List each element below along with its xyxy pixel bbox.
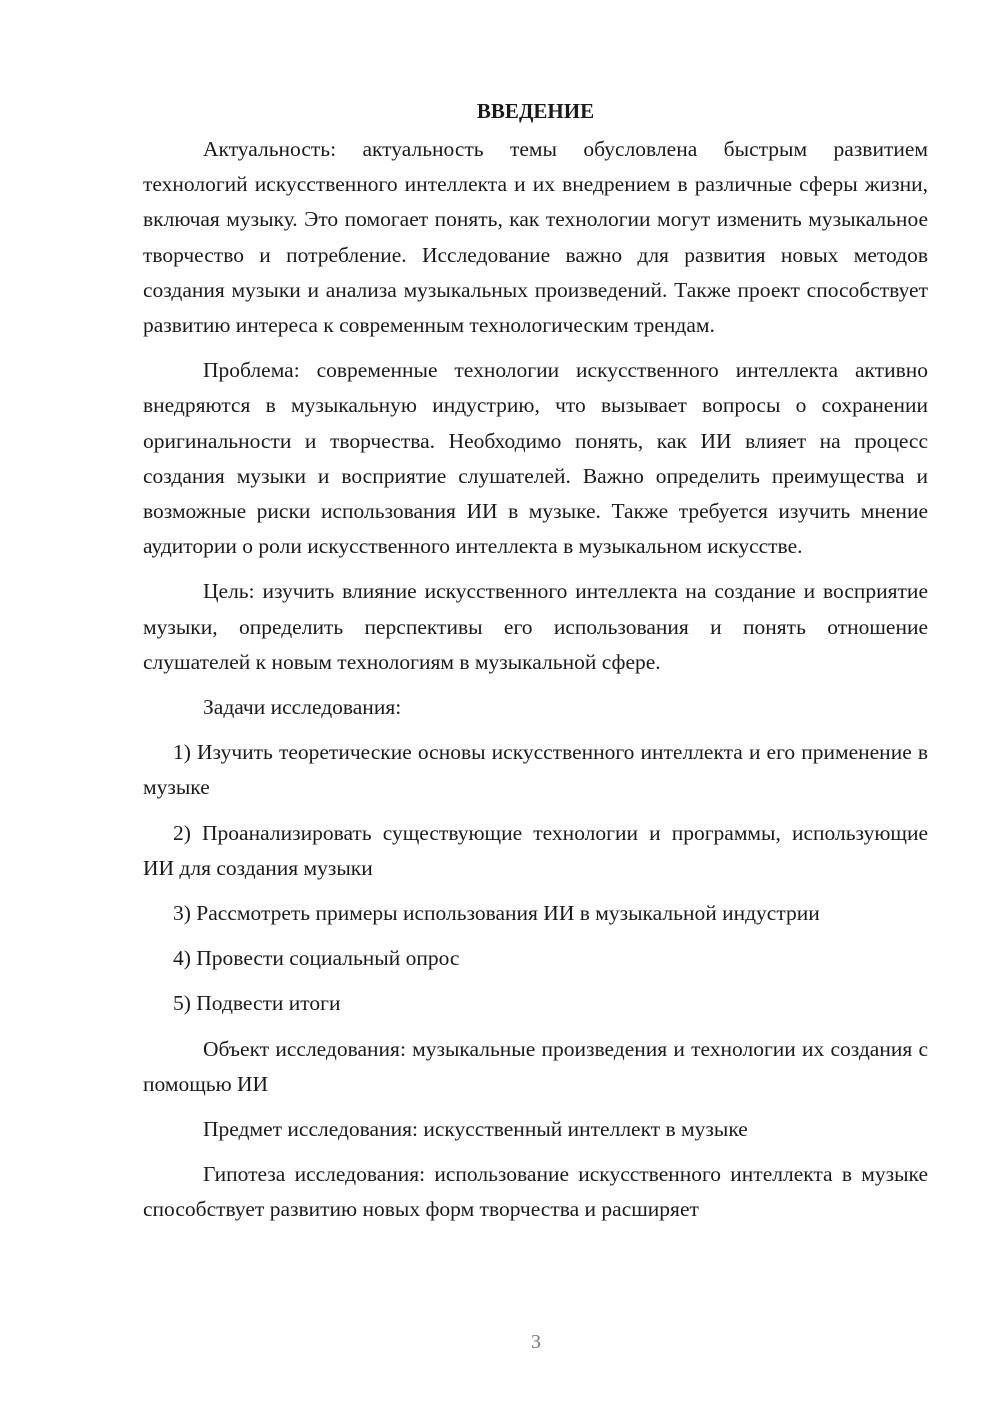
task-item: 2) Проанализировать существующие технологии и программы, использующие ИИ для создания музыки xyxy=(143,820,928,880)
section-title: ВВЕДЕНИЕ xyxy=(476,99,595,123)
tasks-heading: Задачи исследования: xyxy=(203,695,402,720)
task-item: 5) Подвести итоги xyxy=(173,991,341,1016)
task-item: 1) Изучить теоретические основы искусственного интеллекта и его применение в музыке xyxy=(143,740,928,800)
task-item: 4) Провести социальный опрос xyxy=(173,946,460,971)
relevance-paragraph: Актуальность: актуальность темы обусловлена быстрым развитием технологий искусственного интеллекта и их внедрением в различные сферы жизни, включая музыку. Это помогает понять, как технологии могут изменить музыкальное творчество и потребление. Исследование важно для развития новых методов создания музыки и анализа музыкальных произведений. Также проект способствует развитию интереса к современным технологическим трендам. xyxy=(143,137,928,338)
problem-paragraph: Проблема: современные технологии искусственного интеллекта активно внедряются в музыкальную индустрию, что вызывает вопросы о сохранении оригинальности и творчества. Необходимо понять, как ИИ влияет на процесс создания музыки и восприятие слушателей. Важно определить преимущества и возможные риски использования ИИ в музыке. Также требуется изучить мнение аудитории о роли искусственного интеллекта в музыкальном искусстве. xyxy=(143,358,928,559)
page-content xyxy=(143,96,928,1238)
subject-paragraph: Предмет исследования: искусственный интеллект в музыке xyxy=(203,1117,748,1142)
object-paragraph: Объект исследования: музыкальные произведения и технологии их создания с помощью ИИ xyxy=(143,1036,928,1096)
goal-paragraph: Цель: изучить влияние искусственного интеллекта на создание и восприятие музыки, определить перспективы его использования и понять отношение слушателей к новым технологиям в музыкальной сфере. xyxy=(143,579,928,674)
hypothesis-paragraph: Гипотеза исследования: использование искусственного интеллекта в музыке способствует развитию новых форм творчества и расширяет xyxy=(143,1162,928,1222)
page-number: 3 xyxy=(531,1331,541,1353)
task-item: 3) Рассмотреть примеры использования ИИ в музыкальной индустрии xyxy=(173,901,820,926)
